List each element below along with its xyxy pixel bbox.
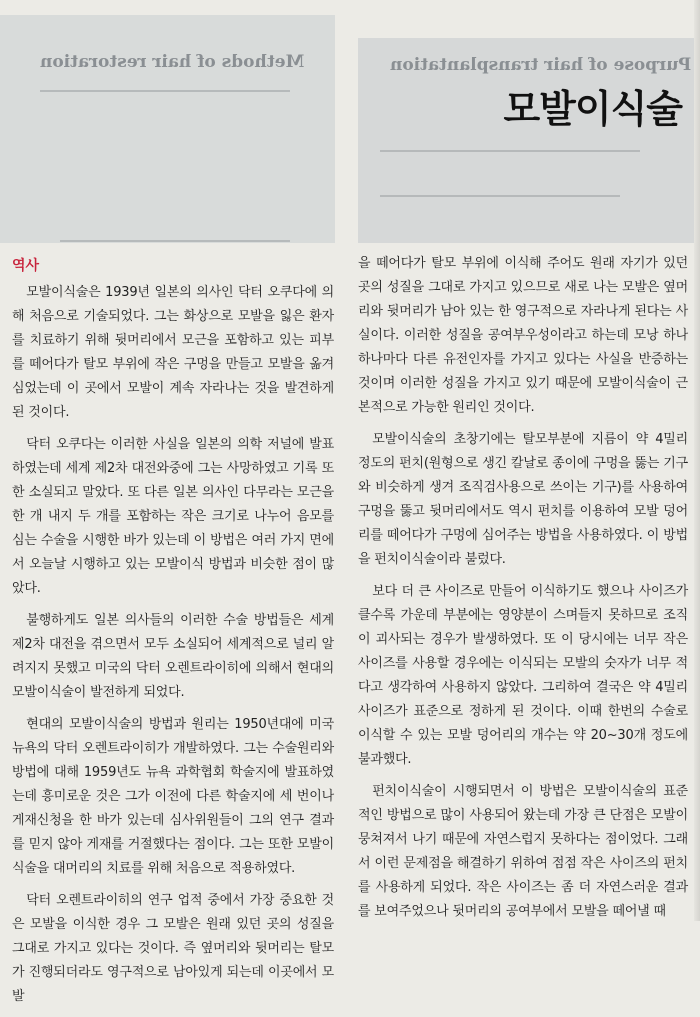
section-heading: 역사 [12,258,40,274]
bleed-through-text-right: Purpose of hair transplantation [390,55,692,75]
paragraph: 현대의 모발이식술의 방법과 원리는 1950년대에 미국 뉴욕의 닥터 오렌트라이히가 개발하였다. 그는 수술원리와 방법에 대해 1959년도 뉴욕 과학협회 학술지에 발표하였는데 흥미로운 것은 그가 이전에 다른 학술지에 세 번이나 게재신청을 한 바가 있는데 심사위원들이 그의 연구 결과를 믿지 않아 게재를 거절했다는 점이다. 그는 또한 모발이식술을 대머리의 치료를 위해 처음으로 적용하였다. [12,717,334,876]
paragraph: 펀치이식술이 시행되면서 이 방법은 모발이식술의 표준적인 방법으로 많이 사용되어 왔는데 가장 큰 단점은 모발이 뭉쳐져서 나기 때문에 자연스럽지 못하다는 점이었다. 그래서 이런 문제점을 해결하기 위하여 점점 작은 사이즈의 펀치를 사용하게 되었다. 작은 사이즈는 좀 더 자연스러운 결과를 보여주었으나 뒷머리의 공여부에서 모발을 떼어낼 때 [358,784,688,919]
paragraph: 닥터 오쿠다는 이러한 사실을 일본의 의학 저널에 발표하였는데 세계 제2차 대전와중에 그는 사망하였고 기록 또한 소실되고 말았다. 또 다른 일본 의사인 다무라는 모근을 한 개 내지 두 개를 포함하는 작은 크기로 나누어 음모를 심는 수술을 시행한 바가 있는데 이 방법은 여러 가지 면에서 오늘날 시행하고 있는 모발이식 방법과 비슷한 점이 많았다. [12,437,334,596]
paragraph: 보다 더 큰 사이즈로 만들어 이식하기도 했으나 사이즈가 클수록 가운데 부분에는 영양분이 스며들지 못하므로 조직이 괴사되는 경우가 발생하였다. 또 이 당시에는 너무 작은 사이즈를 사용할 경우에는 이식되는 모발의 숫자가 너무 적다고 생각하여 사용하지 않았다. 그리하여 결국은 약 4밀리 사이즈가 표준으로 정하게 된 것이다. 이때 한번의 수술로 이식할 수 있는 모발 덩어리의 개수는 약 20~30개 정도에 불과했다. [358,584,688,767]
bleed-through-line [60,240,290,242]
paragraph: 닥터 오렌트라이히의 연구 업적 중에서 가장 중요한 것은 모발을 이식한 경우 그 모발은 원래 있던 곳의 성질을 그대로 가지고 있다는 것이다. 즉 옆머리와 뒷머리는 탈모가 진행되더라도 영구적으로 남아있게 되는데 이곳에서 모발 [12,893,334,1004]
page-title: 모발이식술 [503,87,682,131]
paragraph: 을 떼어다가 탈모 부위에 이식해 주어도 원래 자기가 있던 곳의 성질을 그대로 가지고 있으므로 새로 나는 모발은 옆머리와 뒷머리가 남아 있는 한 영구적으로 자라나게 된다는 사실이다. 이러한 성질을 공여부우성이라고 하는데 모낭 하나하나마다 다른 유전인자를 가지고 있다는 사실을 반증하는 것이며 이러한 성질을 가지고 있기 때문에 모발이식술이 근본적으로 가능한 원리인 것이다. [358,256,688,415]
text-column-left [12,255,334,1017]
bleed-through-text-left: Methods of hair restoration [40,52,305,72]
bleed-through-panel-left [0,15,335,243]
paragraph: 모발이식술의 초창기에는 탈모부분에 지름이 약 4밀리 정도의 펀치(원형으로 생긴 칼날로 종이에 구멍을 뚫는 기구와 비슷하게 생겨 조직검사용으로 쓰이는 기구)를 사용하여 구멍을 뚫고 뒷머리에서도 역시 펀치를 이용하여 모발 덩어리를 떼어다가 구멍에 심어주는 방법을 사용하였다. 이 방법을 펀치이식술이라 불렀다. [358,432,688,567]
page-edge-shadow [694,0,700,921]
paragraph: 모발이식술은 1939년 일본의 의사인 닥터 오쿠다에 의해 처음으로 기술되었다. 그는 화상으로 모발을 잃은 환자를 치료하기 위해 뒷머리에서 모근을 포함하고 있는 피부를 떼어다가 탈모 부위에 작은 구멍을 만들고 모발을 옮겨 심었는데 이 곳에서 모발이 계속 자라나는 것을 발견하게 된 것이다. [12,285,334,420]
bleed-through-line [380,150,640,152]
paragraph: 불행하게도 일본 의사들의 이러한 수술 방법들은 세계 제2차 대전을 겪으면서 모두 소실되어 세계적으로 널리 알려지지 못했고 미국의 닥터 오렌트라이히에 의해서 현대의 모발이식술이 발전하게 되었다. [12,613,334,700]
text-column-right [358,252,688,932]
bleed-through-line [380,195,620,197]
bleed-through-line [40,90,290,92]
